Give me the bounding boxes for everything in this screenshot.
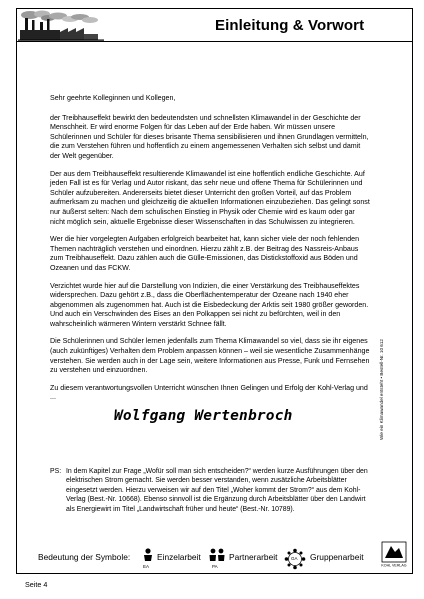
symbol-gruppenarbeit: Gruppenarbeit: [310, 552, 364, 562]
publisher-logo-icon: [381, 540, 407, 568]
ps-label: PS:: [50, 468, 62, 475]
vertical-order-info: Wie ein Klimawandel entsteht • Bestell-Nr. 10 612: [379, 339, 384, 440]
postscript: [50, 467, 368, 514]
symbol-tag-pa: PA: [212, 564, 218, 569]
ps-text: In dem Kapitel zur Frage „Wofür soll man sich entscheiden?“ werden kurze Ausführungen über den elektrischen Strom gemacht. Sie werden besser verstanden, wenn zusätzliche Arbeitsblätter eingesetzt werden. Hierzu verweisen wir auf den Titel „Woher kommt der Strom?“ aus dem Kohl-Verlag (Best.-Nr. 10668). Ebenso sinnvoll ist die Ergänzung durch Arbeitsblätter über den Landwirt als Energiewirt im Titel „Landwirtschaft früher und heute“ (Best.-Nr. 10789).: [66, 468, 368, 513]
symbol-tag-ga: GA: [291, 556, 298, 561]
symbol-einzelarbeit: Einzelarbeit: [157, 552, 201, 562]
symbol-partnerarbeit: Partnerarbeit: [229, 552, 278, 562]
single-person-icon: [142, 548, 154, 564]
publisher-logo-text: KOHL VERLAG: [381, 563, 407, 568]
paragraph-3: Wer die hier vorgelegten Aufgaben erfolgreich bearbeitet hat, kann sicher viele der noch fehlenden Themen nachträglich verstehen und einordnen. Hierzu zählt z.B. der Beitrag des Nassreis-Anbaus zum Treibhauseffekt. Dazu zählen auch die Gülle-Emissionen, das Distickstoffoxid aus Böden und Ozeanen und das FCKW.: [50, 235, 360, 272]
page-number: Seite 4: [25, 580, 48, 589]
partner-pair-icon: [208, 548, 226, 564]
paragraph-6: Zu diesem verantwortungsvollen Unterricht wünschen Ihnen Gelingen und Erfolg der Kohl-Verlag und ...: [50, 383, 368, 402]
page-title: Einleitung & Vorwort: [215, 17, 365, 34]
paragraph-4: Verzichtet wurde hier auf die Darstellung von Indizien, die einer Verstärkung des Treibhauseffektes widersprechen. Dazu gehört z.B., dass die Oberflächentemperatur der Ozeane nach 1940 eher abgenommen als zugenommen hat. Auch ist die Eisbedeckung der Arktis seit 1980 größer geworden. Und auch ein Verschwinden des Eises an den Polkappen sei nicht zu befürchten, weil in den wahrscheinlich wärmeren Wintern verstärkt Schnee fällt.: [50, 281, 369, 328]
author-signature: Wolfgang Wertenbroch: [114, 408, 293, 424]
paragraph-1: der Treibhauseffekt bewirkt den bedeutendsten und schnellsten Klimawandel in der Geschichte der Menschheit. Er wird enorme Folgen für das Leben auf der Erde haben. Wir müssen unsere Schülerinnen und Schüler für dieses brisante Thema sensibilisieren und ihnen Grundlagen vermitteln, die zum Verstehen führen und hoffentlich zu einem angemessenen Verhalten sich selbst und damit der Welt gegenüber.: [50, 113, 369, 160]
factory-smoke-icon: [18, 10, 104, 42]
paragraph-5: Die Schülerinnen und Schüler lernen jedenfalls zum Thema Klimawandel so viel, dass sie ihr eigenes (auch zukünftiges) Verhalten dem Problem anpassen können – weil sie wesentliche Zusammenhänge verstehen. Sie werden auch in der Lage sein, weitere Informationen aus Presse, Funk und Fernsehen zu verstehen und einzuordnen.: [50, 337, 370, 375]
paragraph-2: Der aus dem Treibhauseffekt resultierende Klimawandel ist eine hoffentlich endliche Geschichte. Auf jeden Fall ist es für Verlag und Autor riskant, das sehr neue und offene Thema für Schülerinnen und Schüler aufzubereiten. Andererseits bietet dieser Unterricht den großen Vorteil, auf das Problem aufmerksam zu machen und gleichzeitig die aktuellen Informationen einzubeziehen. Das gelingt sonst nur äußerst selten: Nach dem schulischen Einstieg in Physik oder Chemie wird es kaum oder gar nicht möglich sein, aktuelle Ergebnisse dieser Wissenschaften in das Schulwissen zu integrieren.: [50, 169, 370, 226]
symbol-tag-ea: EA: [143, 564, 150, 569]
letter-greeting: Sehr geehrte Kolleginnen und Kollegen,: [50, 94, 176, 102]
symbol-legend: [38, 547, 368, 573]
symbol-legend-label: Bedeutung der Symbole:: [38, 552, 131, 562]
letter-body: [50, 94, 370, 411]
